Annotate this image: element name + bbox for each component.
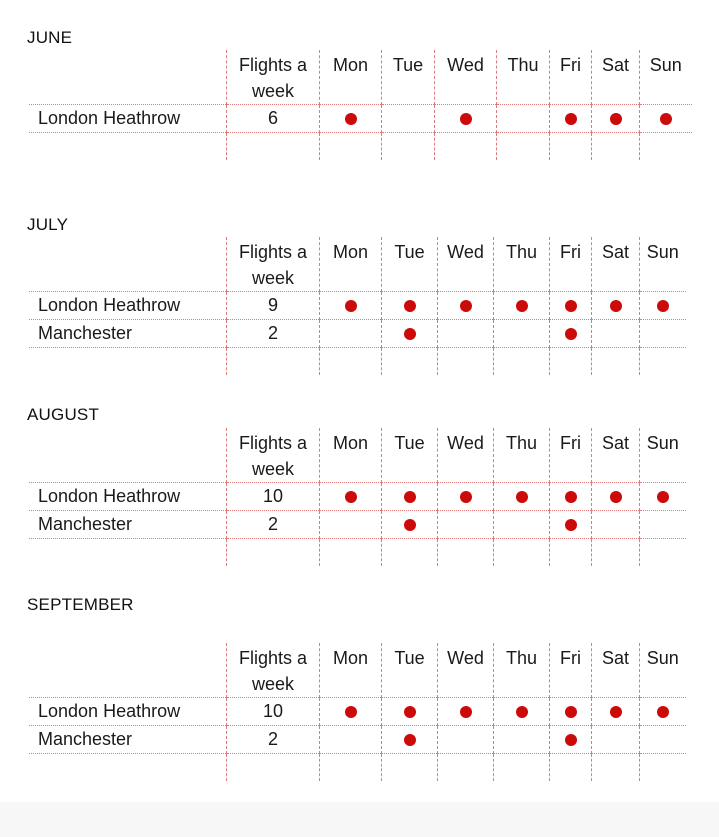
day-cell-wed — [438, 511, 494, 539]
flight-dot-icon — [460, 300, 472, 312]
flights-count: 2 — [227, 511, 320, 539]
table-header-row — [29, 237, 686, 292]
day-cell-tue — [382, 698, 438, 726]
flight-dot-icon — [565, 734, 577, 746]
flight-dot-icon — [345, 300, 357, 312]
day-cell-wed — [438, 483, 494, 511]
header-day-tue: Tue — [382, 50, 435, 105]
blank-cell — [550, 348, 592, 376]
header-day-thu: Thu — [494, 643, 550, 698]
day-cell-thu — [494, 726, 550, 754]
blank-cell — [227, 754, 320, 782]
route-name: Manchester — [29, 511, 227, 539]
day-cell-fri — [550, 483, 592, 511]
day-cell-mon — [320, 292, 382, 320]
header-day-fri: Fri — [550, 237, 592, 292]
blank-cell — [29, 539, 227, 567]
header-route-cell — [29, 50, 227, 105]
day-cell-mon — [320, 511, 382, 539]
schedule-table — [29, 50, 692, 160]
day-cell-sat — [592, 483, 640, 511]
schedule-table — [29, 643, 686, 781]
day-cell-sat — [592, 292, 640, 320]
blank-row — [29, 539, 686, 567]
table-header-row — [29, 428, 686, 483]
header-flights-a-week: Flights a week — [227, 237, 320, 292]
day-cell-mon — [320, 483, 382, 511]
blank-cell — [320, 348, 382, 376]
flights-count: 10 — [227, 698, 320, 726]
day-cell-mon — [320, 105, 382, 133]
day-cell-sun — [640, 292, 686, 320]
flight-dot-icon — [345, 113, 357, 125]
day-cell-fri — [550, 292, 592, 320]
table-row — [29, 726, 686, 754]
flight-dot-icon — [657, 300, 669, 312]
blank-cell — [320, 133, 382, 161]
day-cell-thu — [494, 320, 550, 348]
route-name: London Heathrow — [29, 292, 227, 320]
route-name: London Heathrow — [29, 698, 227, 726]
blank-cell — [640, 539, 686, 567]
table-header-row — [29, 643, 686, 698]
section-title: AUGUST — [27, 405, 100, 424]
day-cell-sat — [592, 726, 640, 754]
blank-cell — [592, 348, 640, 376]
day-cell-tue — [382, 483, 438, 511]
header-flights-a-week: Flights a week — [227, 50, 320, 105]
flight-dot-icon — [345, 706, 357, 718]
header-day-tue: Tue — [382, 237, 438, 292]
header-day-thu: Thu — [494, 428, 550, 483]
day-cell-sun — [640, 726, 686, 754]
header-day-sun: Sun — [640, 237, 686, 292]
header-day-sat: Sat — [592, 643, 640, 698]
schedule-table — [29, 237, 686, 375]
day-cell-sun — [640, 698, 686, 726]
day-cell-tue — [382, 726, 438, 754]
header-route-cell — [29, 237, 227, 292]
blank-cell — [640, 133, 692, 161]
blank-cell — [550, 754, 592, 782]
day-cell-sat — [592, 320, 640, 348]
day-cell-thu — [494, 483, 550, 511]
flight-dot-icon — [565, 113, 577, 125]
header-day-fri: Fri — [550, 643, 592, 698]
page-bottom-band — [0, 802, 719, 837]
blank-cell — [382, 133, 435, 161]
day-cell-sat — [592, 105, 640, 133]
flight-dot-icon — [516, 491, 528, 503]
header-day-sun: Sun — [640, 643, 686, 698]
flight-dot-icon — [610, 300, 622, 312]
header-day-mon: Mon — [320, 428, 382, 483]
header-day-sun: Sun — [640, 428, 686, 483]
blank-cell — [550, 539, 592, 567]
flight-dot-icon — [565, 300, 577, 312]
day-cell-mon — [320, 726, 382, 754]
day-cell-wed — [435, 105, 497, 133]
header-flights-a-week: Flights a week — [227, 643, 320, 698]
flight-dot-icon — [460, 491, 472, 503]
day-cell-thu — [494, 292, 550, 320]
day-cell-fri — [550, 511, 592, 539]
table-row — [29, 105, 692, 133]
day-cell-mon — [320, 320, 382, 348]
flights-count: 2 — [227, 320, 320, 348]
header-route-cell — [29, 428, 227, 483]
header-day-sat: Sat — [592, 237, 640, 292]
blank-cell — [435, 133, 497, 161]
day-cell-tue — [382, 292, 438, 320]
table-row — [29, 320, 686, 348]
header-day-mon: Mon — [320, 237, 382, 292]
day-cell-fri — [550, 726, 592, 754]
day-cell-tue — [382, 105, 435, 133]
blank-cell — [382, 348, 438, 376]
flight-dot-icon — [516, 300, 528, 312]
header-day-mon: Mon — [320, 643, 382, 698]
day-cell-wed — [438, 320, 494, 348]
flight-dot-icon — [404, 300, 416, 312]
flight-dot-icon — [516, 706, 528, 718]
flight-dot-icon — [610, 706, 622, 718]
route-name: London Heathrow — [29, 105, 227, 133]
blank-row — [29, 348, 686, 376]
flight-dot-icon — [565, 706, 577, 718]
blank-cell — [592, 133, 640, 161]
table-row — [29, 483, 686, 511]
blank-cell — [227, 133, 320, 161]
blank-cell — [494, 539, 550, 567]
table-row — [29, 292, 686, 320]
blank-cell — [550, 133, 592, 161]
header-route-cell — [29, 643, 227, 698]
blank-cell — [29, 133, 227, 161]
day-cell-sun — [640, 483, 686, 511]
blank-cell — [640, 348, 686, 376]
flight-dot-icon — [404, 328, 416, 340]
blank-cell — [320, 754, 382, 782]
section-title: JUNE — [27, 28, 73, 47]
header-day-sat: Sat — [592, 50, 640, 105]
schedule-table — [29, 428, 686, 566]
blank-cell — [640, 754, 686, 782]
flights-count: 9 — [227, 292, 320, 320]
day-cell-tue — [382, 320, 438, 348]
day-cell-sun — [640, 320, 686, 348]
flight-dot-icon — [610, 113, 622, 125]
table-row — [29, 511, 686, 539]
day-cell-wed — [438, 292, 494, 320]
day-cell-wed — [438, 698, 494, 726]
blank-cell — [382, 539, 438, 567]
flight-dot-icon — [565, 519, 577, 531]
header-day-sun: Sun — [640, 50, 692, 105]
day-cell-sat — [592, 698, 640, 726]
header-day-wed: Wed — [438, 643, 494, 698]
day-cell-fri — [550, 698, 592, 726]
section-title: JULY — [27, 215, 69, 234]
flight-dot-icon — [657, 706, 669, 718]
flight-dot-icon — [565, 491, 577, 503]
blank-cell — [438, 348, 494, 376]
blank-cell — [29, 348, 227, 376]
header-day-thu: Thu — [494, 237, 550, 292]
flight-dot-icon — [460, 706, 472, 718]
blank-cell — [227, 539, 320, 567]
header-day-mon: Mon — [320, 50, 382, 105]
blank-cell — [592, 754, 640, 782]
blank-cell — [227, 348, 320, 376]
blank-cell — [497, 133, 550, 161]
day-cell-fri — [550, 320, 592, 348]
blank-cell — [320, 539, 382, 567]
flight-dot-icon — [404, 519, 416, 531]
flight-dot-icon — [657, 491, 669, 503]
header-day-sat: Sat — [592, 428, 640, 483]
day-cell-fri — [550, 105, 592, 133]
header-flights-a-week: Flights a week — [227, 428, 320, 483]
header-day-tue: Tue — [382, 428, 438, 483]
flights-count: 10 — [227, 483, 320, 511]
flight-dot-icon — [404, 491, 416, 503]
route-name: Manchester — [29, 726, 227, 754]
day-cell-wed — [438, 726, 494, 754]
route-name: London Heathrow — [29, 483, 227, 511]
day-cell-mon — [320, 698, 382, 726]
flight-dot-icon — [404, 734, 416, 746]
header-day-fri: Fri — [550, 50, 592, 105]
table-header-row — [29, 50, 692, 105]
day-cell-sun — [640, 511, 686, 539]
section-title: SEPTEMBER — [27, 595, 134, 614]
route-name: Manchester — [29, 320, 227, 348]
blank-row — [29, 133, 692, 161]
header-day-thu: Thu — [497, 50, 550, 105]
blank-cell — [382, 754, 438, 782]
header-day-wed: Wed — [438, 237, 494, 292]
blank-cell — [438, 754, 494, 782]
table-row — [29, 698, 686, 726]
blank-cell — [438, 539, 494, 567]
day-cell-thu — [494, 698, 550, 726]
header-day-wed: Wed — [438, 428, 494, 483]
header-day-wed: Wed — [435, 50, 497, 105]
flight-dot-icon — [565, 328, 577, 340]
blank-cell — [494, 348, 550, 376]
blank-cell — [494, 754, 550, 782]
flight-dot-icon — [345, 491, 357, 503]
header-day-tue: Tue — [382, 643, 438, 698]
blank-row — [29, 754, 686, 782]
day-cell-tue — [382, 511, 438, 539]
flight-dot-icon — [660, 113, 672, 125]
flight-dot-icon — [610, 491, 622, 503]
day-cell-thu — [494, 511, 550, 539]
day-cell-sat — [592, 511, 640, 539]
flight-dot-icon — [404, 706, 416, 718]
flights-count: 6 — [227, 105, 320, 133]
flight-dot-icon — [460, 113, 472, 125]
day-cell-thu — [497, 105, 550, 133]
blank-cell — [592, 539, 640, 567]
day-cell-sun — [640, 105, 692, 133]
flights-count: 2 — [227, 726, 320, 754]
header-day-fri: Fri — [550, 428, 592, 483]
blank-cell — [29, 754, 227, 782]
